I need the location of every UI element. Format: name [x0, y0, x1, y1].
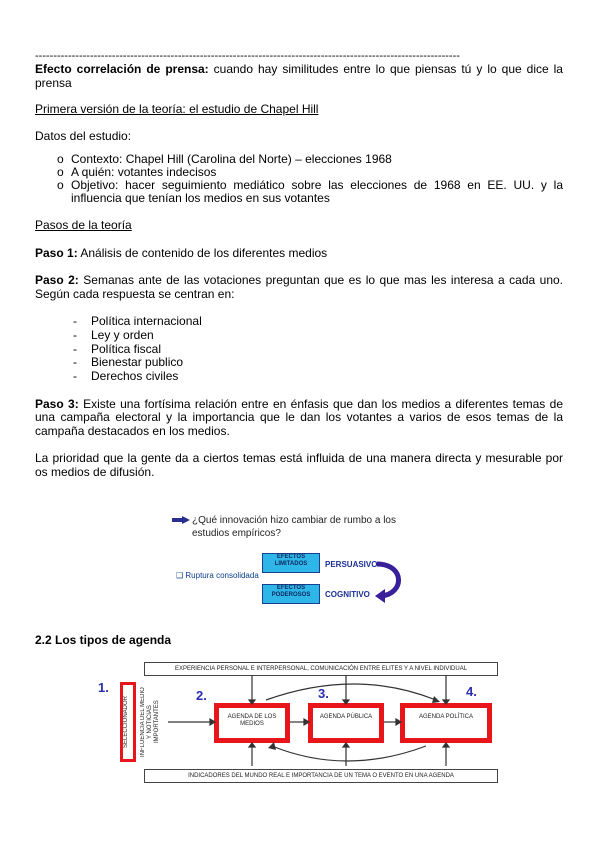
box-agenda-politica: AGENDA POLÍTICA	[400, 703, 492, 743]
selector-label: SELECCIONADOR	[123, 696, 129, 749]
datos-item-quien: A quién: votantes indecisos	[71, 165, 217, 179]
list-item	[73, 329, 563, 343]
section1-title: Primera versión de la teoría: el estudio de Chapel Hill	[35, 102, 319, 116]
tema-item: Ley y orden	[91, 327, 154, 342]
list-item	[57, 179, 563, 205]
box-agenda-medios: AGENDA DE LOS MEDIOS	[214, 703, 290, 743]
list-item	[73, 356, 563, 370]
conclusion-paragraph: La prioridad que la gente da a ciertos temas está influida de una manera directa y mesurable por os medios de difusión.	[35, 451, 563, 479]
document-body	[35, 50, 563, 479]
datos-item-objetivo: Objetivo: hacer seguimiento mediático sobre las elecciones de 1968 en EE. UU. y la influencia que tenían los medios en sus votantes	[71, 178, 563, 205]
dash-marker: -	[73, 341, 77, 356]
dash-marker: -	[73, 355, 77, 370]
paso3-text: Existe una fortísima relación entre en énfasis que dan los medios a diferentes temas de una campaña electoral y la importancia que le dan los votantes a varios de esos temas de la campaña destacados en los medios.	[35, 396, 563, 438]
pasos-title: Pasos de la teoría	[35, 218, 132, 232]
bullet-marker: o	[57, 178, 64, 192]
section2-title: 2.2 Los tipos de agenda	[35, 633, 172, 647]
datos-list	[57, 153, 563, 205]
list-item	[73, 315, 563, 329]
box-efectos-limitados: EFECTOS LIMITADOS	[262, 553, 320, 573]
tema-item: Bienestar publico	[91, 355, 184, 370]
paso1-paragraph	[35, 247, 563, 261]
intro-term: Efecto correlación de prensa:	[35, 62, 209, 76]
curved-arrow-icon	[375, 558, 405, 604]
bottom-bar: INDICADORES DEL MUNDO REAL E IMPORTANCIA DE UN TEMA O EVENTO EN UNA AGENDA	[144, 769, 498, 783]
dash-marker: -	[73, 314, 77, 328]
paso2-paragraph	[35, 274, 563, 301]
tema-item: Política fiscal	[91, 341, 162, 356]
tema-item: Derechos civiles	[91, 369, 179, 384]
arrow-right-icon	[172, 516, 190, 524]
box-agenda-publica: AGENDA PÚBLICA	[308, 703, 384, 743]
paso2-label: Paso 2:	[35, 273, 79, 287]
intro-paragraph	[35, 63, 563, 90]
bullet-marker: o	[57, 165, 64, 179]
intro-definition: cuando hay similitudes entre lo que piensas tú y lo que dice la prensa	[35, 62, 563, 90]
dash-marker: -	[73, 327, 77, 342]
box-efectos-poderosos: EFECTOS PODEROSOS	[262, 584, 320, 604]
list-item	[73, 370, 563, 384]
label-cognitivo: COGNITIVO	[325, 590, 370, 599]
label-persuasivo: PERSUASIVO	[325, 560, 378, 569]
paso1-label: Paso 1:	[35, 245, 78, 260]
number-1: 1.	[98, 680, 109, 695]
paso2-text: Semanas ante de las votaciones preguntan que es lo que mas les interesa a cada uno. Según cada respuesta se centran en:	[35, 273, 564, 301]
influencers-label: INFLUENCIA DEL MEDIO Y NOTICIAS IMPORTANTES	[140, 687, 160, 757]
top-bar: EXPERIENCIA PERSONAL E INTERPERSONAL, COMUNICACIÓN ENTRE ELITES Y A NIVEL INDIVIDUAL	[144, 662, 498, 676]
bullet-marker: o	[57, 152, 64, 166]
divider-line: --------------------------------------------------------------------------------------------------------------------	[35, 50, 460, 62]
number-3: 3.	[318, 686, 329, 701]
agenda-diagram	[96, 660, 496, 790]
diagram-arrows	[96, 660, 496, 790]
paso3-paragraph	[35, 398, 563, 439]
slide-figure	[170, 510, 430, 610]
number-2: 2.	[196, 688, 207, 703]
paso3-label: Paso 3:	[35, 396, 79, 411]
slide-question: ¿Qué innovación hizo cambiar de rumbo a los estudios empíricos?	[192, 515, 396, 539]
temas-list	[73, 315, 563, 384]
paso1-text: Análisis de contenido de los diferentes medios	[77, 245, 328, 260]
datos-item-contexto: Contexto: Chapel Hill (Carolina del Norte) – elecciones 1968	[71, 152, 392, 166]
slide-ruptura: ❑ Ruptura consolidada	[176, 571, 259, 580]
dash-marker: -	[73, 369, 77, 384]
tema-item: Política internacional	[91, 314, 202, 328]
datos-title: Datos del estudio:	[35, 128, 132, 143]
number-4: 4.	[466, 684, 477, 699]
list-item	[73, 343, 563, 357]
